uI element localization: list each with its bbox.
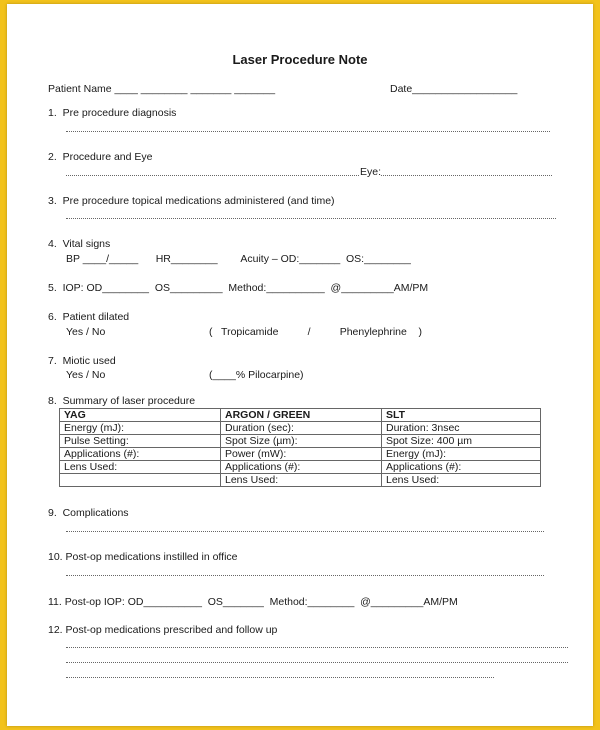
table-cell[interactable]: Applications (#):: [60, 448, 221, 461]
item-complications: 9. Complications: [48, 507, 129, 519]
column-header-yag: YAG: [60, 409, 221, 422]
column-header-argon-green: ARGON / GREEN: [221, 409, 382, 422]
table-cell[interactable]: Duration: 3nsec: [382, 422, 541, 435]
table-cell[interactable]: Duration (sec):: [221, 422, 382, 435]
date-field[interactable]: Date__________________: [390, 83, 518, 95]
table-row: [60, 461, 541, 474]
item-laser-summary: 8. Summary of laser procedure: [48, 395, 196, 407]
table-cell[interactable]: Energy (mJ):: [382, 448, 541, 461]
table-row: [60, 448, 541, 461]
item-iop[interactable]: 5. IOP: OD________ OS_________ Method:__________ @_________AM/PM: [48, 282, 429, 294]
vital-signs-fields[interactable]: BP ____/_____ HR________ Acuity – OD:_______ OS:________: [66, 253, 411, 265]
table-cell[interactable]: Spot Size: 400 µm: [382, 435, 541, 448]
patient-name-field[interactable]: Patient Name ____ ________ _______ _______: [48, 83, 276, 95]
table-cell[interactable]: Applications (#):: [382, 461, 541, 474]
miotic-yes-no[interactable]: Yes / No: [66, 369, 106, 381]
pilocarpine-percent[interactable]: (____% Pilocarpine): [209, 369, 304, 381]
table-cell[interactable]: [60, 474, 221, 487]
table-cell[interactable]: Lens Used:: [60, 461, 221, 474]
answer-line[interactable]: [66, 575, 544, 576]
column-header-slt: SLT: [382, 409, 541, 422]
table-cell[interactable]: Pulse Setting:: [60, 435, 221, 448]
item-post-op-meds-in-office: 10. Post-op medications instilled in office: [48, 551, 238, 563]
answer-line[interactable]: [66, 531, 544, 532]
answer-line[interactable]: [66, 175, 359, 176]
table-row: [60, 474, 541, 487]
dilated-yes-no[interactable]: Yes / No: [66, 326, 106, 338]
table-cell[interactable]: Lens Used:: [382, 474, 541, 487]
table-cell[interactable]: Spot Size (µm):: [221, 435, 382, 448]
answer-line[interactable]: [66, 662, 568, 663]
eye-label: Eye:: [360, 166, 382, 178]
dilation-medications[interactable]: ( Tropicamide / Phenylephrine ): [209, 326, 422, 338]
page-title: Laser Procedure Note: [232, 52, 368, 67]
answer-line[interactable]: [66, 677, 494, 678]
table-header-row: [60, 409, 541, 422]
laser-summary-table: [59, 408, 541, 487]
form-page: [7, 4, 593, 726]
item-vital-signs: 4. Vital signs: [48, 238, 111, 250]
item-patient-dilated: 6. Patient dilated: [48, 311, 130, 323]
table-row: [60, 435, 541, 448]
item-miotic-used: 7. Miotic used: [48, 355, 116, 367]
item-post-op-meds-prescribed: 12. Post-op medications prescribed and follow up: [48, 624, 278, 636]
answer-line[interactable]: [66, 131, 550, 132]
item-procedure-and-eye: 2. Procedure and Eye: [48, 151, 153, 163]
table-cell[interactable]: Power (mW):: [221, 448, 382, 461]
item-topical-medications: 3. Pre procedure topical medications administered (and time): [48, 195, 335, 207]
table-row: [60, 422, 541, 435]
answer-line[interactable]: [66, 647, 568, 648]
table-cell[interactable]: Applications (#):: [221, 461, 382, 474]
table-cell[interactable]: Energy (mJ):: [60, 422, 221, 435]
answer-line[interactable]: [381, 175, 552, 176]
item-post-op-iop[interactable]: 11. Post-op IOP: OD__________ OS_______ Method:________ @_________AM/PM: [48, 596, 458, 608]
item-pre-procedure-diagnosis: 1. Pre procedure diagnosis: [48, 107, 177, 119]
table-cell[interactable]: Lens Used:: [221, 474, 382, 487]
answer-line[interactable]: [66, 218, 556, 219]
